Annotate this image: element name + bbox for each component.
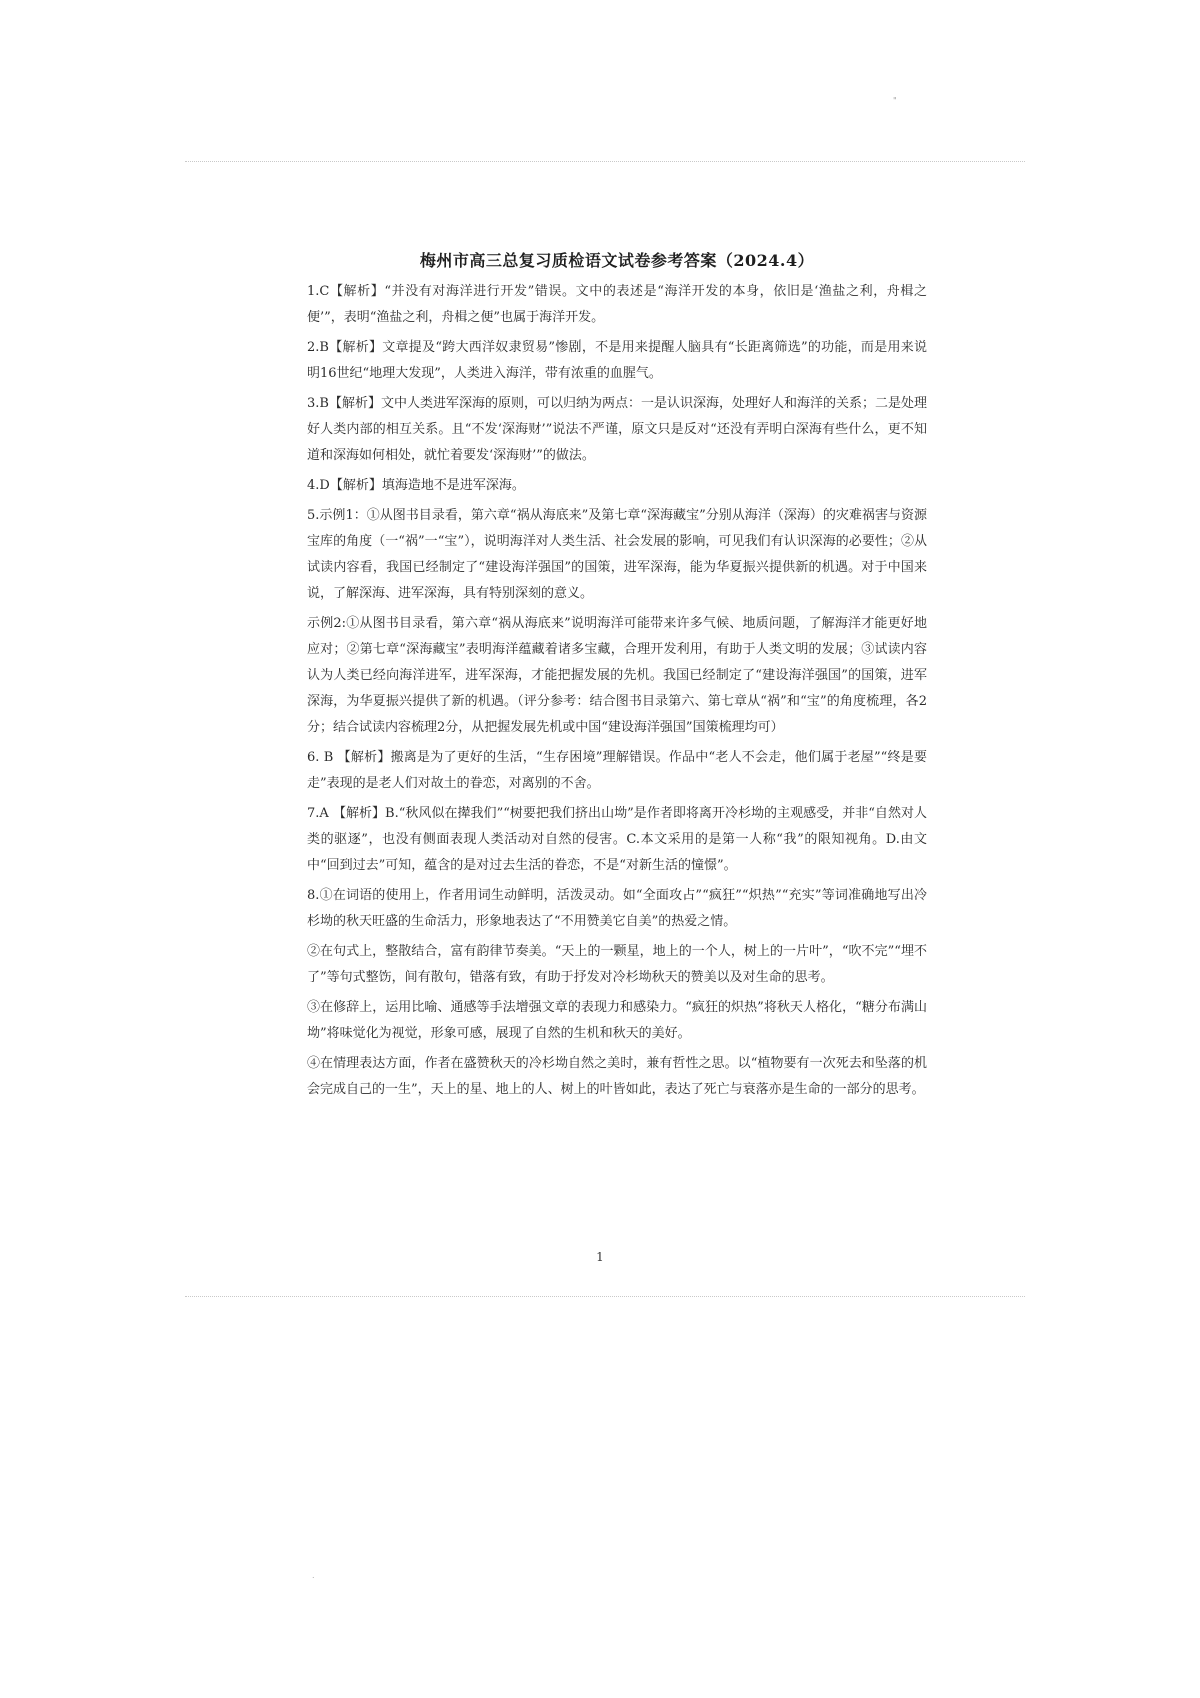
answer-document bbox=[307, 248, 927, 1107]
page-number: 1 bbox=[596, 1250, 604, 1264]
document-title: 梅州市高三总复习质检语文试卷参考答案（2024.4） bbox=[419, 251, 815, 270]
answer-q8-point4: ④在情理表达方面，作者在盛赞秋天的冷杉坳自然之美时，兼有哲性之思。以“植物要有一次死去和坠落的机会完成自己的一生”，天上的星、地上的人、树上的叶皆如此，表达了死亡与衰落亦是生命的一部分的思考。 bbox=[307, 1056, 927, 1097]
answer-q1: 1.C【解析】“并没有对海洋进行开发”错误。文中的表述是“海洋开发的本身，依旧是‘渔盐之利，舟楫之便’”，表明“渔盐之利，舟楫之便”也属于海洋开发。 bbox=[307, 284, 927, 325]
answer-q7: 7.A 【解析】B.“秋风似在撵我们”“树要把我们挤出山坳”是作者即将离开冷杉坳的主观感受，并非“自然对人类的驱逐”，也没有侧面表现人类活动对自然的侵害。C.本文采用的是第一人称“我”的限知视角。D.由文中“回到过去”可知，蕴含的是对过去生活的眷恋，不是“对新生活的憧憬”。 bbox=[307, 806, 927, 873]
bottom-divider bbox=[185, 1296, 1025, 1297]
answer-q8-point1: 8.①在词语的使用上，作者用词生动鲜明，活泼灵动。如“全面攻占”“疯狂”“炽热”“充实”等词准确地写出冷杉坳的秋天旺盛的生命活力，形象地表达了“不用赞美它自美”的热爱之情。 bbox=[307, 888, 927, 929]
top-divider bbox=[185, 161, 1025, 162]
corner-mark: . bbox=[312, 1571, 315, 1580]
answer-q4: 4.D【解析】填海造地不是进军深海。 bbox=[307, 478, 525, 493]
answer-q3: 3.B【解析】文中人类进军深海的原则，可以归纳为两点：一是认识深海，处理好人和海洋的关系；二是处理好人类内部的相互关系。且“不发‘深海财’”说法不严谨，原文只是反对“还没有弄明白深海有些什么，更不知道和深海如何相处，就忙着要发‘深海财’”的做法。 bbox=[307, 396, 927, 463]
answer-q8-point2: ②在句式上，整散结合，富有韵律节奏美。“天上的一颗星，地上的一个人，树上的一片叶”，“吹不完”“埋不了”等句式整饬，间有散句，错落有致，有助于抒发对冷杉坳秋天的赞美以及对生命的思考。 bbox=[307, 944, 927, 985]
answer-q5-example2: 示例2:①从图书目录看，第六章“祸从海底来”说明海洋可能带来许多气候、地质问题，了解海洋才能更好地应对；②第七章“深海藏宝”表明海洋蕴藏着诸多宝藏，合理开发利用，有助于人类文明的发展；③试读内容认为人类已经向海洋进军，进军深海，才能把握发展的先机。我国已经制定了“建设海洋强国”的国策，进军深海，为华夏振兴提供了新的机遇。（评分参考：结合图书目录第六、第七章从“祸”和“宝”的角度梳理，各2分；结合试读内容梳理2分，从把握发展先机或中国“建设海洋强国”国策梳理均可） bbox=[307, 616, 927, 735]
answer-q6: 6. B 【解析】搬离是为了更好的生活，“生存困境”理解错误。作品中“老人不会走，他们属于老屋”“终是要走”表现的是老人们对故土的眷恋，对离别的不舍。 bbox=[307, 750, 927, 791]
scan-mark: " bbox=[893, 96, 897, 105]
answer-q2: 2.B【解析】文章提及“跨大西洋奴隶贸易”惨剧，不是用来提醒人脑具有“长距离筛选”的功能，而是用来说明16世纪“地理大发现”，人类进入海洋，带有浓重的血腥气。 bbox=[307, 340, 927, 381]
answer-q5-example1: 5.示例1：①从图书目录看，第六章“祸从海底来”及第七章“深海藏宝”分别从海洋（深海）的灾难祸害与资源宝库的角度（一“祸”一“宝”），说明海洋对人类生活、社会发展的影响，可见我们有认识深海的必要性；②从试读内容看，我国已经制定了“建设海洋强国”的国策，进军深海，能为华夏振兴提供新的机遇。对于中国来说，了解深海、进军深海，具有特别深刻的意义。 bbox=[307, 508, 927, 601]
answer-q8-point3: ③在修辞上，运用比喻、通感等手法增强文章的表现力和感染力。“疯狂的炽热”将秋天人格化，“糖分布满山坳”将味觉化为视觉，形象可感，展现了自然的生机和秋天的美好。 bbox=[307, 1000, 927, 1041]
